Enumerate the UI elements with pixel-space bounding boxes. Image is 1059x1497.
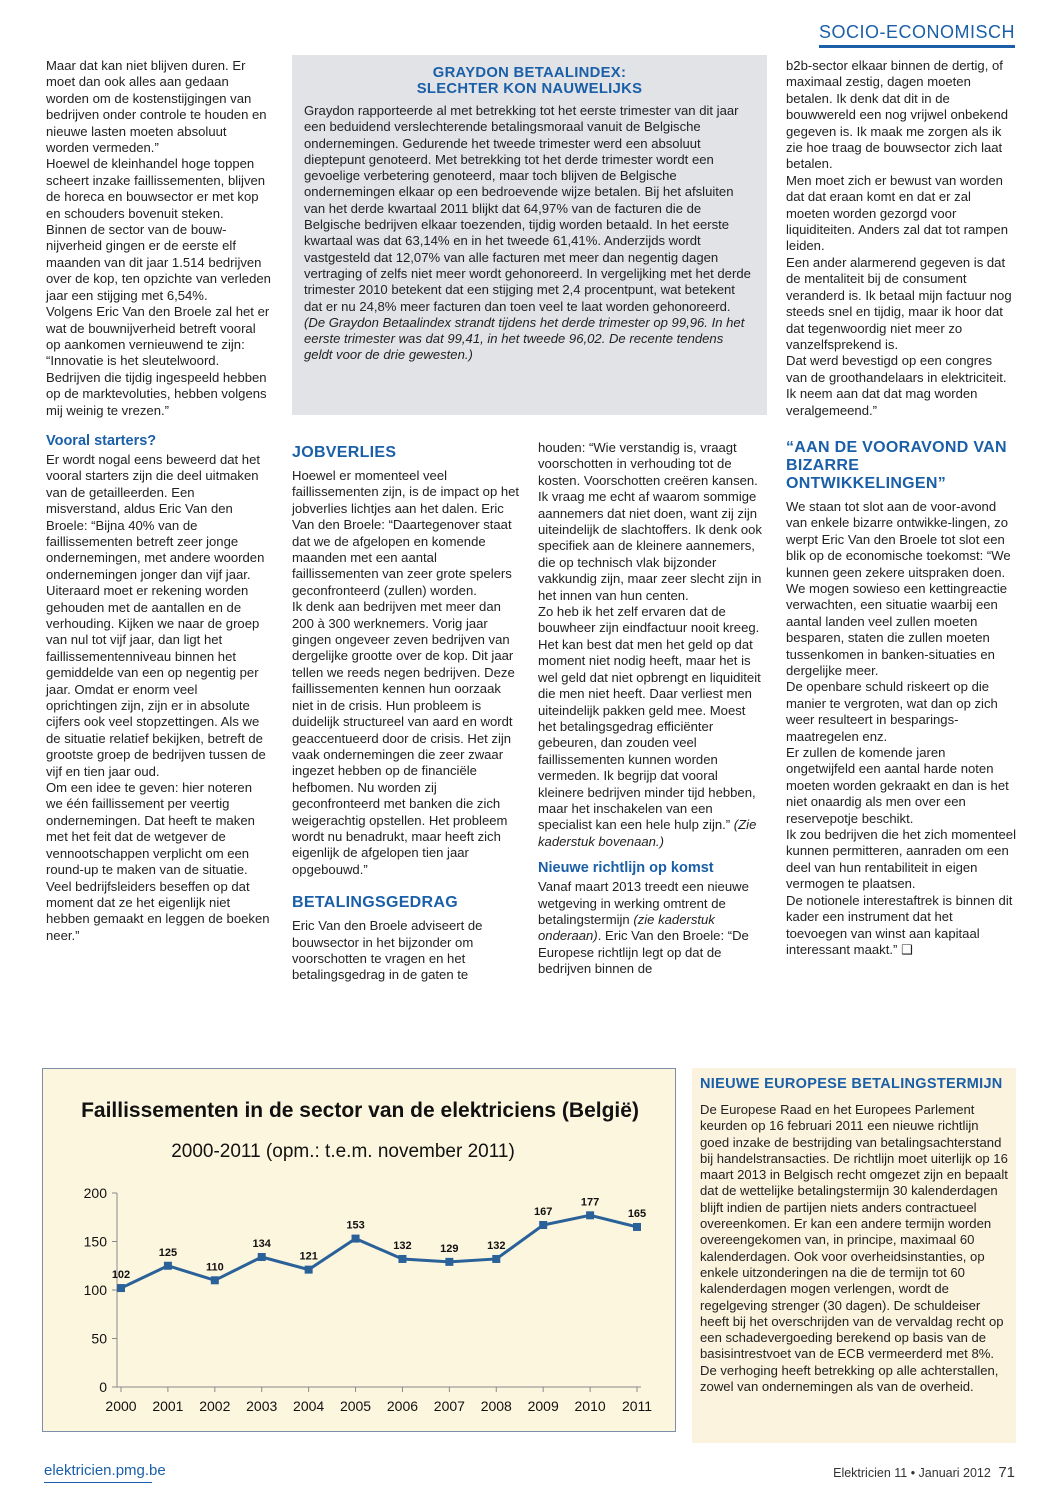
data-point	[398, 1255, 406, 1263]
graydon-sidebar-box	[292, 55, 767, 415]
paragraph: Ik denk aan bedrijven met meer dan 200 à 300 werknemers. Vorig jaar gingen ongeveer zeven bedrijven van dergelijke grootte over de kop. Dit jaar tellen we reeds negen bedrijven. Deze faillissementen kennen hun oorzaak niet in de crisis. Hun probleem is duidelijk structureel van aard en wordt geaccentueerd door de crisis. Het zijn vaak ondernemingen die zeer zwaar ingezet hebben op de financiële hefbomen. Nu worden zij geconfronteerd met banken die zich weigerachtig opstellen. Het probleem wordt nu benadrukt, maar heeft zich eigenlijk de afgelopen tien jaar opgebouwd.”	[292, 599, 515, 877]
paragraph: Hoewel er momenteel veel faillissementen zijn, is de impact op het jobverlies lichtjes aan het dalen. Eric Van den Broele: “Daartegenover staat dat we de afgelopen en komende maanden met een aantal faillissementen van zeer grote spelers geconfronteerd (zullen) worden.	[292, 468, 520, 598]
data-label: 129	[440, 1242, 459, 1255]
graydon-box-body: Graydon rapporteerde al met betrekking tot het eerste trimester van dit jaar een beduidend verslechterende betalingsmoraal vanuit de Belgische ondernemingen. Gedurende het tweede trimester werd een absoluut dieptepunt genoteerd. Met betrekking tot het derde trimester wordt een gevoelige verbetering genoteerd, maar toch blijven de Belgische ondernemingen elkaar op een bedroevende wijze betalen. Bij het afsluiten van het derde kwartaal 2011 blijkt dat 64,97% van de facturen die de Belgische bedrijven elkaar toezenden, tijdig worden betaald. In het eerste kwartaal was dat 63,14% en in het tweede 61,41%. Anderzijds wordt vastgesteld dat 12,07% van alle facturen met meer dan negentig dagen vertraging of zelfs niet meer wordt gehonoreerd. In vergelijking met het derde trimester 2010 betekent dat een stijging met 2,4 procentpunt, wat betekent dat er nu 24,8% meer facturen dan toen veel te laat worden gehonoreerd.	[304, 103, 751, 314]
data-label: 102	[111, 1269, 131, 1282]
data-label: 134	[252, 1238, 271, 1251]
footer-rule	[44, 1482, 152, 1483]
y-tick-label: 50	[91, 1330, 107, 1347]
series-line	[121, 1215, 637, 1288]
paragraph: Men moet zich er bewust van worden dat dat eraan komt en dat er zal moeten worden gezorgd voor liquiditeiten. Anders zal dat tot rampen leiden.	[786, 172, 1008, 254]
data-label: 153	[346, 1219, 365, 1232]
paragraph: Er wordt nogal eens beweerd dat het vooral starters zijn die deel uitmaken van de getailleerden. Een misverstand, aldus Eric Van den Broele: “Bijna 40% van de faillissementen betreft zeer jonge ondernemingen, met andere woorden ondernemingen jonger dan vijf jaar.	[46, 451, 265, 582]
graydon-title-line-1: GRAYDON BETAALINDEX:	[432, 65, 627, 81]
x-tick-label: 2009	[527, 1398, 559, 1414]
x-tick-label: 2000	[105, 1398, 137, 1414]
y-tick-label: 100	[83, 1282, 107, 1298]
paragraph: b2b-sector elkaar binnen de dertig, of maximaal zestig, dagen moeten betalen. Ik denk dat dit in de bouwwereld een nog vrijwel onbekend gegeven is. Ik maak me zorgen als ik zie hoe traag de bouwsector zich laat betalen.	[786, 58, 1009, 172]
data-point	[117, 1284, 125, 1292]
article-column-2a	[292, 432, 520, 984]
data-point	[258, 1253, 266, 1261]
paragraph-text: Zo heb ik het zelf ervaren dat de bouwheer zijn eindfactuur nooit kreeg. Het kan best dat men het geld op dat moment niet nodig heeft, maar het is wel geld dat niet opbrengt en liquiditeit die men niet heeft. Daar verliest men uiteindelijk pakken geld mee. Moest het betalingsgedrag efficiënter gebeuren, dan zouden veel faillissementen kunnen worden vermeden. Ik begrijp dat vooral kleinere bedrijven minder tijd hebben, maar het inschakelen van een specialist kan een hele hulp zijn.”	[538, 604, 761, 833]
paragraph: houden: “Wie verstandig is, vraagt voorschotten in verhouding tot de kosten. Voorschotten creëren kansen. Ik vraag me echt af waarom sommige aannemers dat niet doen, want zij zijn uiteindelijk de slachtoffers. Ik denk ook specifiek aan de kleinere aannemers, die op technisch vlak bijzonder vakkundig zijn, maar zeer slecht zijn in het innen van hun centen.	[538, 440, 762, 603]
paragraph-text: . Eric Van den Broele: “De Europese richtlijn legt op dat de bedrijven binnen de	[538, 928, 749, 977]
paragraph: Ik zou bedrijven die het zich momenteel kunnen permitteren, aanraden om een deel van hun rentabiliteit in eigen vermogen te plaatsen.	[786, 827, 1016, 892]
x-tick-label: 2007	[433, 1398, 465, 1414]
x-tick-label: 2011	[621, 1398, 653, 1414]
data-point	[445, 1258, 453, 1266]
footer-website-link[interactable]: elektricien.pmg.be	[44, 1462, 166, 1479]
eu-box-body: De Europese Raad en het Europees Parlement keurden op 16 februari 2011 een nieuwe richtlijn goed inzake de bestrijding van betalingsachterstand bij handelstransacties. De richtlijn moet uiterlijk op 16 maart 2013 in Belgisch recht omgezet zijn en bepaalt dat de wettelijke betalingstermijn 30 kalenderdagen blijft indien de partijen niets anders contractueel overeenkomen. Er kan een andere termijn worden overeengekomen van, in principe, maximaal 60 kalenderdagen. Ook voor overheidsinstanties, op enkele uitzonderingen na die de termijn tot 60 kalenderdagen mogen verlengen, wordt de regelgeving strenger (30 dagen). De schuldeiser heeft bij het overschrijden van de vervaldag recht op een schadevergoeding berekend op basis van de basisintrestvoet van de ECB vermeerderd met 8%. De verhoging heeft betrekking op alle achterstallen, zowel van ondernemingen als van de overheid.	[700, 1102, 1008, 1395]
data-point	[492, 1255, 500, 1263]
x-tick-label: 2005	[339, 1398, 372, 1414]
x-tick-label: 2003	[246, 1398, 278, 1414]
article-column-1	[46, 58, 272, 944]
paragraph	[538, 879, 764, 977]
paragraph: We staan tot slot aan de voor-avond van enkele bizarre ontwikke-lingen, zo werpt Eric Van den Broele tot slot een blik op de economische toekomst: “We kunnen geen zekere uitspraken doen. We mogen sowieso een kettingreactie verwachten, een situatie waarbij een aantal landen veel zullen moeten besparen, staten die zullen moeten tussenkomen in banken-situaties en dergelijke meer.	[786, 498, 1011, 678]
graydon-box-title	[304, 65, 755, 97]
bankruptcy-chart	[42, 1068, 676, 1432]
article-column-3	[786, 58, 1016, 958]
page-number: 71	[998, 1464, 1015, 1481]
data-point	[539, 1221, 547, 1229]
paragraph: Eric Van den Broele adviseert de bouwsector in het bijzonder om voorschotten te vragen en het betalingsgedrag in de gaten te	[292, 918, 483, 983]
cross-reference: (zie kaderstuk onderaan)	[538, 911, 715, 944]
data-point	[211, 1276, 219, 1284]
section-header: SOCIO-ECONOMISCH	[819, 22, 1015, 48]
paragraph: Dat werd bevestigd op een congres van de groothandelaars in elektriciteit. Ik neem aan dat dat mag worden veralgemeend.”	[786, 353, 1007, 418]
paragraph: Binnen de sector van de bouw-nijverheid gingen er de eerste elf maanden van dit jaar 1.514 bedrijven over de kop, ten opzichte van verleden jaar een stijging met 6,54%.	[46, 222, 271, 303]
heading-vooravond: “AAN DE VOORAVOND VAN BIZARRE ONTWIKKELINGEN”	[786, 438, 1007, 492]
data-label: 165	[627, 1207, 647, 1220]
x-tick-label: 2006	[386, 1398, 419, 1414]
paragraph: Veel bedrijfsleiders beseffen op dat moment dat ze het eigenlijk niet hebben gemaakt en leggen de boeken neer.”	[46, 878, 270, 943]
eu-payment-term-box	[692, 1068, 1016, 1443]
y-tick-label: 150	[83, 1233, 107, 1250]
data-label: 110	[205, 1261, 224, 1274]
heading-jobverlies: JOBVERLIES	[292, 444, 397, 461]
data-point	[586, 1211, 594, 1219]
x-tick-label: 2001	[152, 1398, 184, 1414]
paragraph: Om een idee te geven: hier noteren we één faillissement per veertig ondernemingen. Dat heeft te maken met het feit dat de wetgever de vennootschappen verplicht om een round-up te maken van de situatie.	[46, 780, 255, 878]
data-point	[352, 1235, 360, 1243]
data-point	[164, 1262, 172, 1270]
data-label: 177	[580, 1196, 600, 1209]
paragraph: De openbare schuld riskeert op die manier te vergroten, wat dan op zich weer resulteert in besparings-maatregelen enz.	[786, 679, 998, 744]
x-tick-label: 2002	[199, 1398, 231, 1414]
subheading-starters: Vooral starters?	[46, 432, 157, 449]
chart-subtitle: 2000-2011 (opm.: t.e.m. november 2011)	[171, 1141, 515, 1162]
paragraph-text: Vanaf maart 2013 treedt een nieuwe wetgeving in werking omtrent de betalingstermijn	[538, 879, 749, 927]
paragraph: Hoewel de kleinhandel hoge toppen scheert inzake faillissementen, blijven de horeca en bouwsector er met kop en schouders bovenuit steken.	[46, 156, 266, 221]
issue-label: Elektricien 11 • Januari 2012	[833, 1466, 991, 1480]
data-label: 132	[393, 1239, 412, 1252]
data-point	[305, 1266, 313, 1274]
x-tick-label: 2010	[574, 1398, 606, 1414]
paragraph: Volgens Eric Van den Broele zal het er wat de bouwnijverheid betreft vooral op aankomen vernieuwend te zijn: “Innovatie is het sleutelwoord. Bedrijven die tijdig ingespeeld hebben op de marktevoluties, hebben volgens mij weinig te vrezen.”	[46, 304, 270, 418]
data-label: 132	[487, 1239, 506, 1252]
paragraph: Een ander alarmerend gegeven is dat de mentaliteit bij de consument veranderd is. Ik betaal mijn factuur nog steeds snel en tijdig, maar ik hoor dat dat tegenwoordig niet meer zo vanzelfsprekend is.	[786, 254, 1012, 352]
x-tick-label: 2004	[293, 1398, 325, 1414]
paragraph: Uiteraard moet er rekening worden gehouden met de aantallen en de verhouding. Kijken we naar de groep van nul tot vijf jaar, dan ligt het faillissementenniveau binnen het gemiddelde van een op negentig per jaar. Omdat er enorm veel oprichtingen zijn, zijn er in absolute cijfers ook veel stopzettingen. Als we de situatie relatief bekijken, betreft de grootste groep de bedrijven tussen de vijf en tien jaar oud.	[46, 583, 266, 779]
data-point	[633, 1223, 641, 1231]
paragraph: De notionele interestaftrek is binnen dit kader een instrument dat het toevoegen van winst aan kapitaal interessant maakt.” ❑	[786, 892, 1013, 957]
y-tick-label: 0	[99, 1379, 107, 1395]
graydon-box-note: (De Graydon Betaalindex strandt tijdens het derde trimester op 99,96. In het eerste trimester was dat 99,41, in het tweede 96,02. De recente tendens geldt voor de drie gewesten.)	[304, 314, 745, 363]
data-label: 167	[534, 1206, 553, 1219]
eu-box-title: NIEUWE EUROPESE BETALINGSTERMIJN	[700, 1076, 1003, 1092]
y-tick-label: 200	[83, 1185, 107, 1201]
data-label: 121	[299, 1250, 318, 1263]
paragraph: Er zullen de komende jaren ongetwijfeld een aantal harde noten moeten worden gekraakt en dan is het niet onaardig als men over een reservepotje beschikt.	[786, 745, 1009, 826]
article-column-2b	[538, 440, 764, 978]
x-tick-label: 2008	[480, 1398, 512, 1414]
chart-canvas	[43, 1069, 677, 1433]
data-label: 125	[158, 1246, 178, 1259]
paragraph: Maar dat kan niet blijven duren. Er moet dan ook alles aan gedaan worden om de kostenstijgingen van bedrijven onder controle te houden en nieuwe lasten moeten absoluut worden vermeden.”	[46, 58, 267, 156]
paragraph	[538, 604, 764, 850]
graydon-title-line-2: SLECHTER KON NAUWELIJKS	[416, 81, 643, 97]
cross-reference: (Zie kaderstuk bovenaan.)	[538, 817, 757, 849]
subheading-richtlijn: Nieuwe richtlijn op komst	[538, 860, 714, 877]
chart-title: Faillissementen in de sector van de elektriciens (België)	[81, 1099, 639, 1122]
heading-betalingsgedrag: BETALINGSGEDRAG	[292, 894, 458, 912]
footer-issue-info	[833, 1464, 1015, 1481]
